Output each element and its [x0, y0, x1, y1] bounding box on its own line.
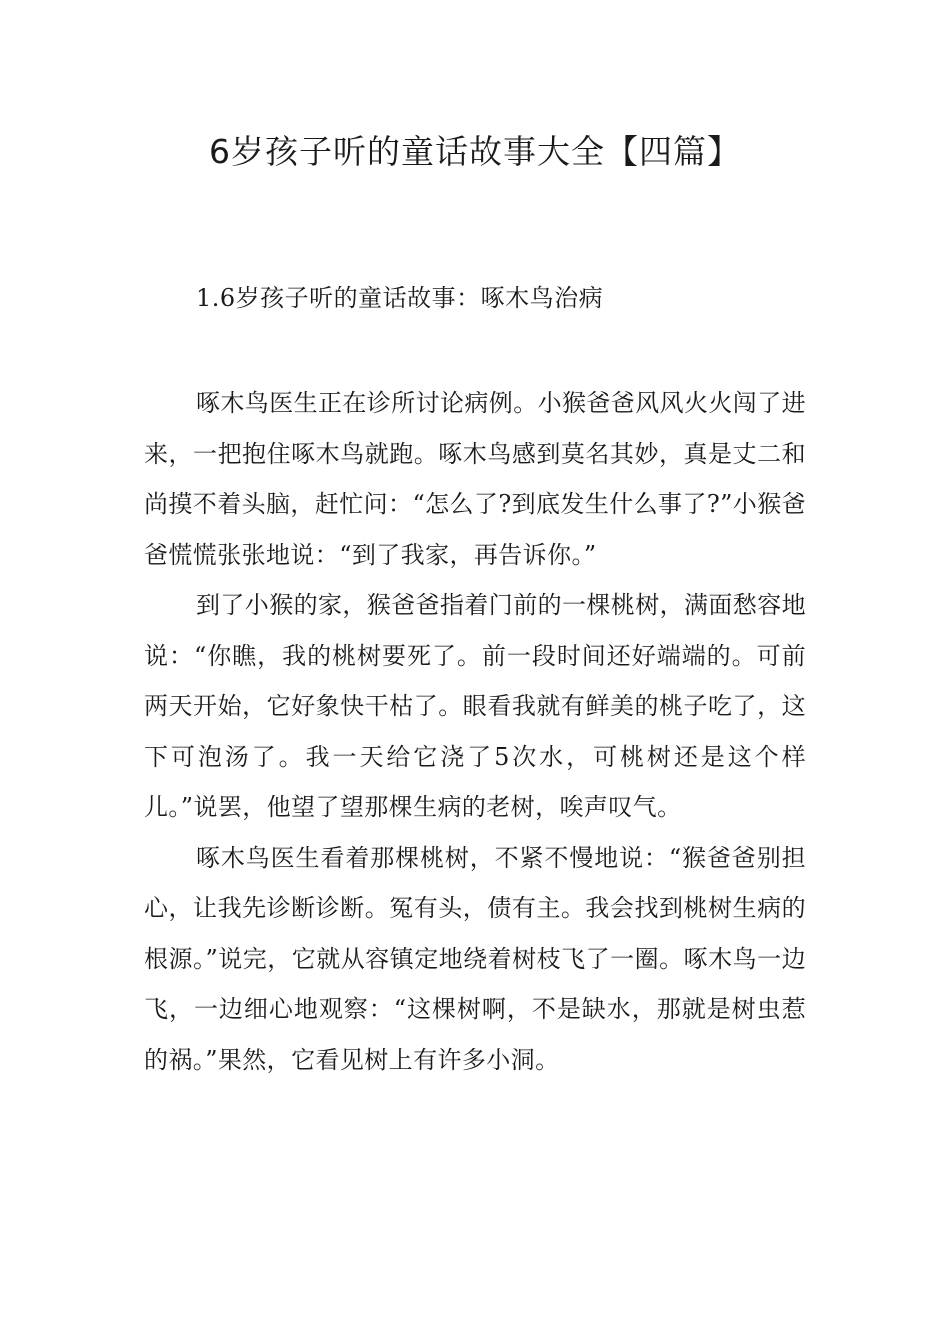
document-body: [144, 378, 806, 1085]
document-title: 6岁孩子听的童话故事大全【四篇】: [209, 132, 741, 171]
paragraph: 啄木鸟医生看着那棵桃树，不紧不慢地说：“猴爸爸别担心，让我先诊断诊断。冤有头，债有主。我会找到桃树生病的根源。”说完，它就从容镇定地绕着树枝飞了一圈。啄木鸟一边飞，一边细心地观察：“这棵树啊，不是缺水，那就是树虫惹的祸。”果然，它看见树上有许多小洞。: [144, 843, 806, 1074]
paragraph: 到了小猴的家，猴爸爸指着门前的一棵桃树，满面愁容地说：“你瞧，我的桃树要死了。前一段时间还好端端的。可前两天开始，它好象快干枯了。眼看我就有鲜美的桃子吃了，这下可泡汤了。我一天给它浇了5次水，可桃树还是这个样儿。”说罢，他望了望那棵生病的老树，唉声叹气。: [144, 591, 806, 821]
section-heading: 1.6岁孩子听的童话故事：啄木鸟治病: [196, 284, 604, 312]
paragraph: 啄木鸟医生正在诊所讨论病例。小猴爸爸风风火火闯了进来，一把抱住啄木鸟就跑。啄木鸟感到莫名其妙，真是丈二和尚摸不着头脑，赶忙问：“怎么了?到底发生什么事了?”小猴爸爸慌慌张张地说：“到了我家，再告诉你。”: [144, 389, 806, 569]
